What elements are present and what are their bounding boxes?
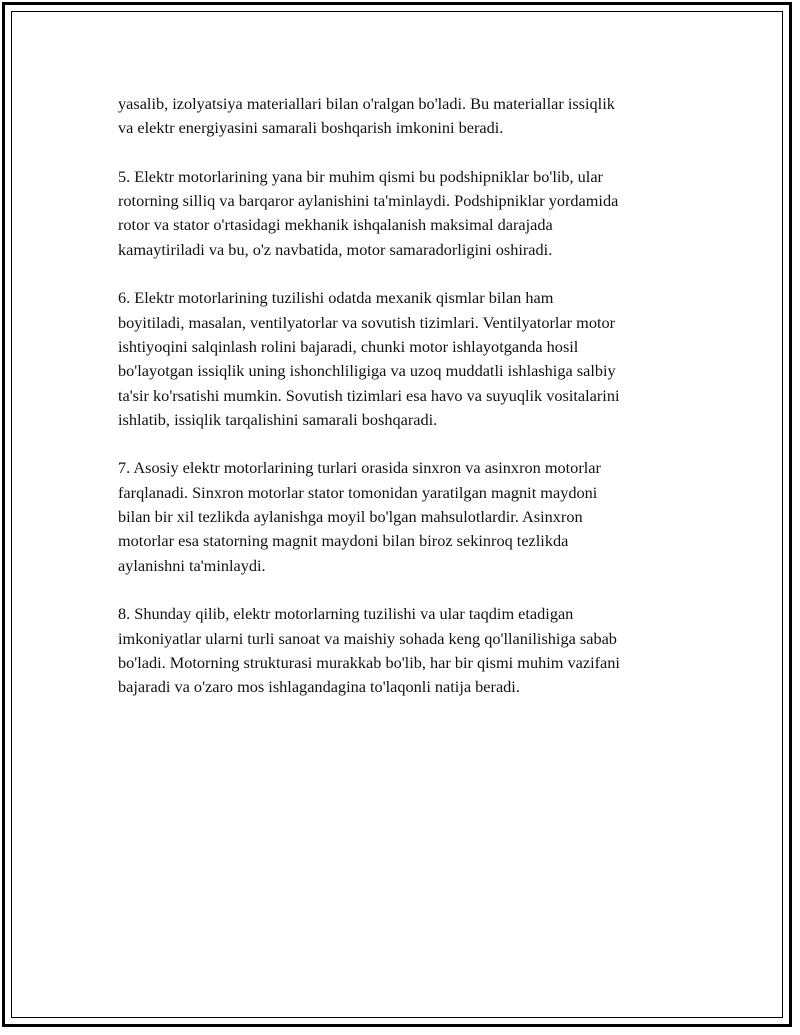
document-body — [118, 92, 688, 724]
paragraph-8-conclusion: 8. Shunday qilib, elektr motorlarning tuzilishi va ular taqdim etadigan imkoniyatlar ularni turli sanoat va maishiy sohada keng qo'llanilishiga sabab bo'ladi. Motorning strukturasi murakkab bo'lib, har bir qismi muhim vazifani bajaradi va o'zaro mos ishlagandagina to'laqonli natija beradi. — [118, 604, 620, 697]
paragraph-continuation: yasalib, izolyatsiya materiallari bilan o'ralgan bo'ladi. Bu materiallar issiqlik va elektr energiyasini samarali boshqarish imkonini beradi. — [118, 94, 615, 138]
paragraph-5-bearings: 5. Elektr motorlarining yana bir muhim qismi bu podshipniklar bo'lib, ular rotorning silliq va barqaror aylanishini ta'minlaydi. Podshipniklar yordamida rotor va stator o'rtasidagi mekhanik ishqalanish maksimal darajada kamaytiriladi va bu, o'z navbatida, motor samaradorligini oshiradi. — [118, 166, 619, 259]
paragraph-7-motor-types: 7. Asosiy elektr motorlarining turlari orasida sinxron va asinxron motorlar farqlanadi. Sinxron motorlar stator tomonidan yaratilgan magnit maydoni bilan bir xil tezlikda aylanishga moyil bo'lgan mahsulotlardir. Asinxron motorlar esa statorning magnit maydoni bilan biroz sekinroq tezlikda aylanishni ta'minlaydi. — [118, 458, 601, 575]
paragraph-6-cooling: 6. Elektr motorlarining tuzilishi odatda mexanik qismlar bilan ham boyitiladi, masalan, ventilyatorlar va sovutish tizimlari. Ventilyatorlar motor ishtiyoqini salqinlash rolini bajaradi, chunki motor ishlayotganda hosil bo'layotgan issiqlik uning ishonchliligiga va uzoq muddatli ishlashiga salbiy ta'sir ko'rsatishi mumkin. Sovutish tizimlari esa havo va suyuqlik vositalarini ishlatib, issiqlik tarqalishini samarali boshqaradi. — [118, 288, 620, 429]
